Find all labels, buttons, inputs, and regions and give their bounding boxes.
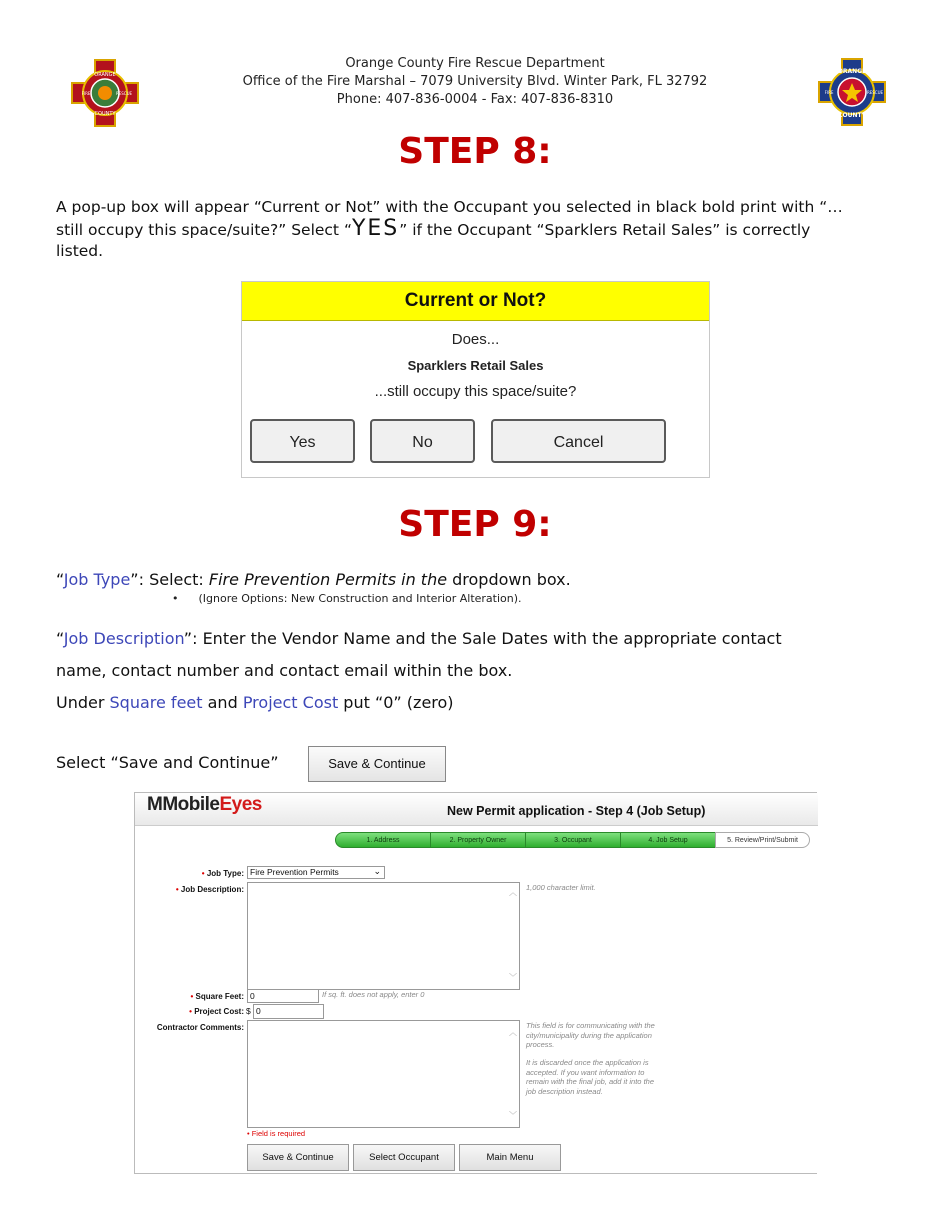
- jd-line-2: name, contact number and contact email within the box.: [56, 661, 513, 680]
- select-occupant-button[interactable]: Select Occupant: [353, 1144, 455, 1171]
- job-description-term: Job Description: [63, 629, 184, 648]
- yes-emphasis: YES: [351, 216, 400, 241]
- save-and-continue-example-button[interactable]: Save & Continue: [308, 746, 446, 782]
- job-description-textarea[interactable]: [247, 882, 520, 990]
- bullet-dot: •: [172, 592, 179, 605]
- select-save-instruction: Select “Save and Continue”: [56, 753, 279, 772]
- job-description-label: [155, 885, 244, 894]
- project-cost-input[interactable]: 0: [253, 1004, 324, 1019]
- project-cost-label: [155, 1007, 244, 1016]
- progress-step-occupant[interactable]: 3. Occupant: [525, 832, 621, 848]
- progress-step-review-submit[interactable]: 5. Review/Print/Submit: [715, 832, 810, 848]
- sqft-cost-line: [56, 687, 906, 719]
- scroll-down-icon[interactable]: ﹀: [509, 1111, 517, 1120]
- popup-title: Current or Not?: [242, 282, 709, 321]
- field-required-note: • Field is required: [247, 1129, 306, 1138]
- required-marker: •: [190, 992, 194, 1001]
- app-save-continue-button[interactable]: Save & Continue: [247, 1144, 349, 1171]
- project-cost-term: Project Cost: [242, 693, 339, 712]
- square-feet-label: [155, 992, 244, 1001]
- label-text: Job Description:: [180, 885, 244, 894]
- text-span: ”: Select:: [130, 570, 209, 589]
- fire-prevention-permits-term: Fire Prevention Permits in the: [208, 570, 448, 589]
- square-feet-term: Square feet: [109, 693, 203, 712]
- text-span: “: [56, 629, 64, 648]
- step-8-line-3: listed.: [56, 242, 104, 260]
- badge-text-right: RESCUE: [866, 90, 884, 95]
- square-feet-hint: If sq. ft. does not apply, enter 0: [322, 990, 425, 999]
- letterhead: [0, 55, 950, 109]
- job-description-hint: 1,000 character limit.: [526, 883, 596, 892]
- mobileeyes-logo: [147, 794, 262, 816]
- text-span: and: [202, 693, 243, 712]
- logo-text: Eyes: [219, 794, 262, 815]
- contractor-comments-textarea[interactable]: [247, 1020, 520, 1128]
- progress-step-job-setup[interactable]: 4. Job Setup: [620, 832, 716, 848]
- ignore-options-bullet: [172, 592, 522, 605]
- text-span: put “0” (zero): [338, 693, 454, 712]
- badge-text-left: FIRE: [81, 91, 91, 96]
- popup-question: ...still occupy this space/suite?: [374, 383, 577, 400]
- badge-text-left: FIRE: [824, 90, 834, 95]
- step-8-heading: STEP 8:: [398, 131, 552, 172]
- required-marker: •: [189, 1007, 192, 1016]
- popup-occupant-name: Sparklers Retail Sales: [407, 358, 544, 373]
- contact-phone-fax: Phone: 407-836-0004 - Fax: 407-836-8310: [336, 92, 614, 107]
- step-9-heading: STEP 9:: [398, 504, 552, 545]
- permit-application-screenshot: [134, 792, 817, 1174]
- text-span: still occupy this space/suite?” Select “: [56, 221, 352, 239]
- required-marker: •: [201, 869, 205, 878]
- main-menu-button[interactable]: Main Menu: [459, 1144, 561, 1171]
- text-span: ”: Enter the Vendor Name and the Sale Dates with the appropriate contact: [183, 629, 782, 648]
- jd-line-1: [56, 623, 906, 655]
- contractor-comments-label: Contractor Comments:: [156, 1023, 244, 1032]
- job-type-select[interactable]: [247, 866, 385, 879]
- app-page-title: New Permit application - Step 4 (Job Setup): [447, 804, 706, 818]
- app-header: [135, 793, 818, 826]
- label-text: Square Feet:: [195, 992, 244, 1001]
- text-span: “: [56, 570, 64, 589]
- popup-no-button[interactable]: No: [370, 419, 475, 463]
- required-marker: •: [175, 885, 179, 894]
- comments-hint-2: It is discarded once the application is accepted. If you want information to remain with the final job, add it into the job description instead.: [526, 1058, 654, 1096]
- badge-text-right: RESCUE: [115, 91, 133, 96]
- current-or-not-popup: [241, 281, 710, 478]
- popup-cancel-button[interactable]: Cancel: [491, 419, 666, 463]
- job-type-label: [155, 869, 244, 878]
- job-type-instruction: [56, 569, 906, 590]
- chevron-down-icon: ⌄: [373, 866, 381, 876]
- square-feet-input[interactable]: 0: [247, 989, 319, 1003]
- step-8-instructions: [56, 197, 906, 262]
- text-span: Under: [56, 693, 110, 712]
- text-span: ” if the Occupant “Sparklers Retail Sales” is correctly: [399, 221, 811, 239]
- popup-does: Does...: [451, 331, 500, 348]
- comments-hint-1: This field is for communicating with the city/municipality during the application process.: [526, 1021, 655, 1049]
- badge-text-bottom: COUNTY: [94, 111, 116, 117]
- office-address: Office of the Fire Marshal – 7079 University Blvd. Winter Park, FL 32792: [242, 74, 708, 89]
- progress-step-property-owner[interactable]: 2. Property Owner: [430, 832, 526, 848]
- text-span: dropdown box.: [447, 570, 571, 589]
- text-span: (Ignore Options: New Construction and Interior Alteration).: [198, 592, 522, 605]
- popup-yes-button[interactable]: Yes: [250, 419, 355, 463]
- scroll-down-icon[interactable]: ﹀: [509, 973, 517, 982]
- badge-text-bottom: COUNTY: [838, 112, 866, 119]
- label-text: Project Cost:: [194, 1007, 244, 1016]
- badge-text-top: ORANGE: [94, 72, 116, 78]
- scroll-up-icon[interactable]: ︿: [509, 1028, 517, 1037]
- scroll-up-icon[interactable]: ︿: [509, 888, 517, 897]
- currency-symbol: $: [246, 1006, 251, 1016]
- logo-text: MMobile: [147, 794, 220, 815]
- step-8-line-2: [56, 218, 906, 241]
- job-type-term: Job Type: [63, 570, 131, 589]
- job-description-instruction: [56, 623, 906, 719]
- label-text: Job Type:: [206, 869, 244, 878]
- badge-text-top: ORANGE: [837, 68, 867, 75]
- step-8-line-1: A pop-up box will appear “Current or Not” with the Occupant you selected in black bold print with “…: [56, 198, 843, 216]
- progress-step-address[interactable]: 1. Address: [335, 832, 431, 848]
- job-type-selected-value: Fire Prevention Permits: [250, 867, 339, 877]
- department-name: Orange County Fire Rescue Department: [345, 56, 605, 71]
